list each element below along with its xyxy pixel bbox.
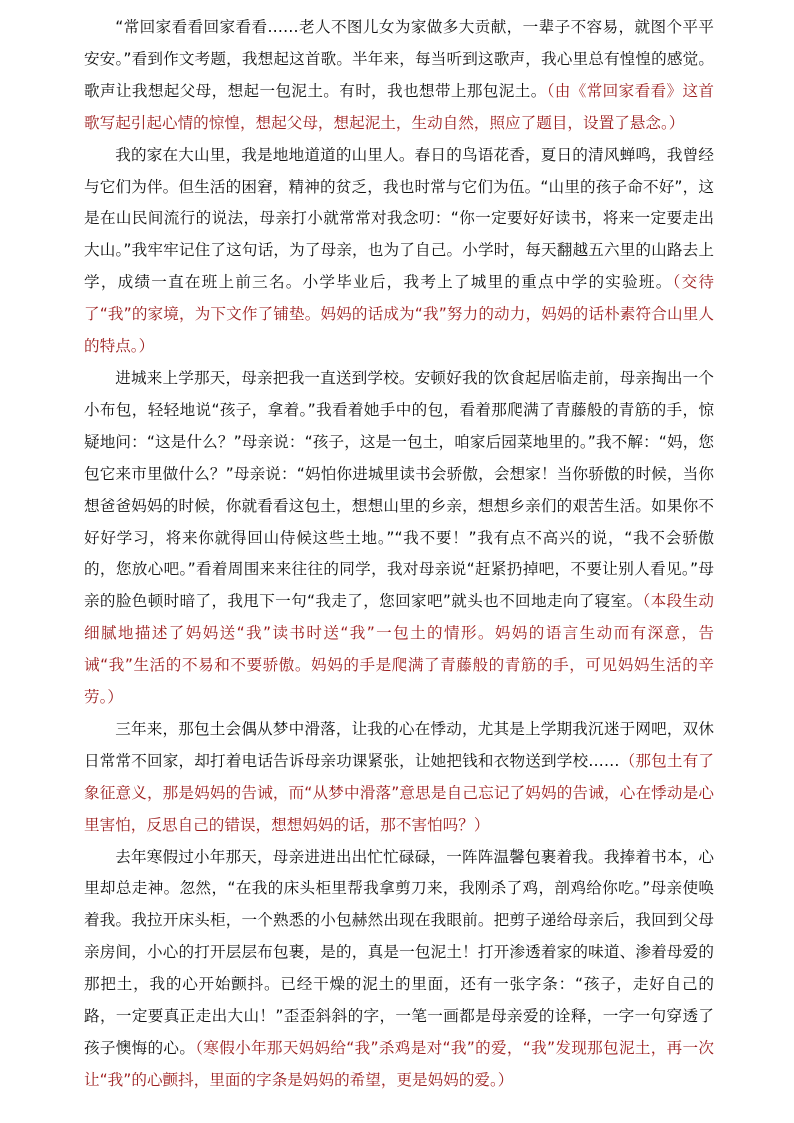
paragraph-2-annotation: （交待了“我”的家境，为下文作了铺垫。妈妈的话成为“我”努力的动力，妈妈的话朴素符合山里人的特点。） xyxy=(84,273,714,356)
paragraph-1 xyxy=(84,12,714,140)
paragraph-3 xyxy=(84,363,714,714)
document-page xyxy=(84,12,714,1097)
paragraph-3-annotation: （本段生动细腻地描述了妈妈送“我”读书时送“我”一包土的情形。妈妈的语言生动而有深意，告诫“我”生活的不易和不要骄傲。妈妈的手是爬满了青藤般的青筋的手，可见妈妈生活的辛劳。） xyxy=(84,592,714,707)
paragraph-4-annotation: （那包土有了象征意义，那是妈妈的告诫，而“从梦中滑落”意思是自己忘记了妈妈的告诫，心在悸动是心里害怕，反思自己的错误，想想妈妈的话，那不害怕吗？） xyxy=(84,751,714,834)
paragraph-5-annotation: （寒假小年那天妈妈给“我”杀鸡是对“我”的爱，“我”发现那包泥土，再一次让“我”的心颤抖，里面的字条是妈妈的希望，更是妈妈的爱。） xyxy=(84,1039,714,1089)
paragraph-5 xyxy=(84,842,714,1097)
paragraph-4-text: 三年来，那包土会偶从梦中滑落，让我的心在悸动，尤其是上学期我沉迷于网吧，双休日常常不回家，却打着电话告诉母亲功课紧张，让她把钱和衣物送到学校…… xyxy=(84,719,714,770)
paragraph-5-text: 去年寒假过小年那天，母亲进进出出忙忙碌碌，一阵阵温馨包裹着我。我捧着书本，心里却总走神。忽然，“在我的床头柜里帮我拿剪刀来，我刚杀了鸡，剖鸡给你吃。”母亲使唤着我。我拉开床头柜，一个熟悉的小包赫然出现在我眼前。把剪子递给母亲后，我回到父母亲房间，小心的打开层层布包裹，是的，真是一包泥土！打开渗透着家的味道、渗着母爱的那把土，我的心开始颤抖。已经干燥的泥土的里面，还有一张字条：“孩子，走好自己的路，一定要真正走出大山！”歪歪斜斜的字，一笔一画都是母亲爱的诠释，一字一句穿透了孩子懊悔的心。 xyxy=(84,847,714,1057)
paragraph-2 xyxy=(84,140,714,363)
paragraph-1-text: “常回家看看回家看看……老人不图儿女为家做多大贡献，一辈子不容易，就图个平平安安。”看到作文考题，我想起这首歌。半年来，每当听到这歌声，我心里总有惶惶的感觉。歌声让我想起父母，想起一包泥土。有时，我也想带上那包泥土。 xyxy=(84,18,714,100)
paragraph-4 xyxy=(84,714,714,842)
paragraph-3-text: 进城来上学那天，母亲把我一直送到学校。安顿好我的饮食起居临走前，母亲掏出一个小布包，轻轻地说“孩子，拿着。”我看着她手中的包，看着那爬满了青藤般的青筋的手，惊疑地问：“这是什么？”母亲说：“孩子，这是一包土，咱家后园菜地里的。”我不解：“妈，您包它来市里做什么？”母亲说：“妈怕你进城里读书会骄傲，会想家！当你骄傲的时候，当你想爸爸妈妈的时候，你就看看这包土，想想山里的乡亲，想想乡亲们的艰苦生活。如果你不好好学习，将来你就得回山侍候这些土地。”“我不要！”我有点不高兴的说，“我不会骄傲的，您放心吧。”看着周围来来往往的同学，我对母亲说“赶紧扔掉吧，不要让别人看见。”母亲的脸色顿时暗了，我甩下一句“我走了，您回家吧”就头也不回地走向了寝室。 xyxy=(84,368,714,611)
paragraph-2-text: 我的家在大山里，我是地地道道的山里人。春日的鸟语花香，夏日的清风蝉鸣，我曾经与它们为伴。但生活的困窘，精神的贫乏，我也时常与它们为伍。“山里的孩子命不好”，这是在山民间流行的说法，母亲打小就常常对我念叨：“你一定要好好读书，将来一定要走出大山。”我牢牢记住了这句话，为了母亲，也为了自己。小学时，每天翻越五六里的山路去上学，成绩一直在班上前三名。小学毕业后，我考上了城里的重点中学的实验班。 xyxy=(84,145,714,292)
paragraph-1-annotation: （由《常回家看看》这首歌写起引起心情的惊惶，想起父母，想起泥土，生动自然，照应了题目，设置了悬念。） xyxy=(84,81,714,132)
